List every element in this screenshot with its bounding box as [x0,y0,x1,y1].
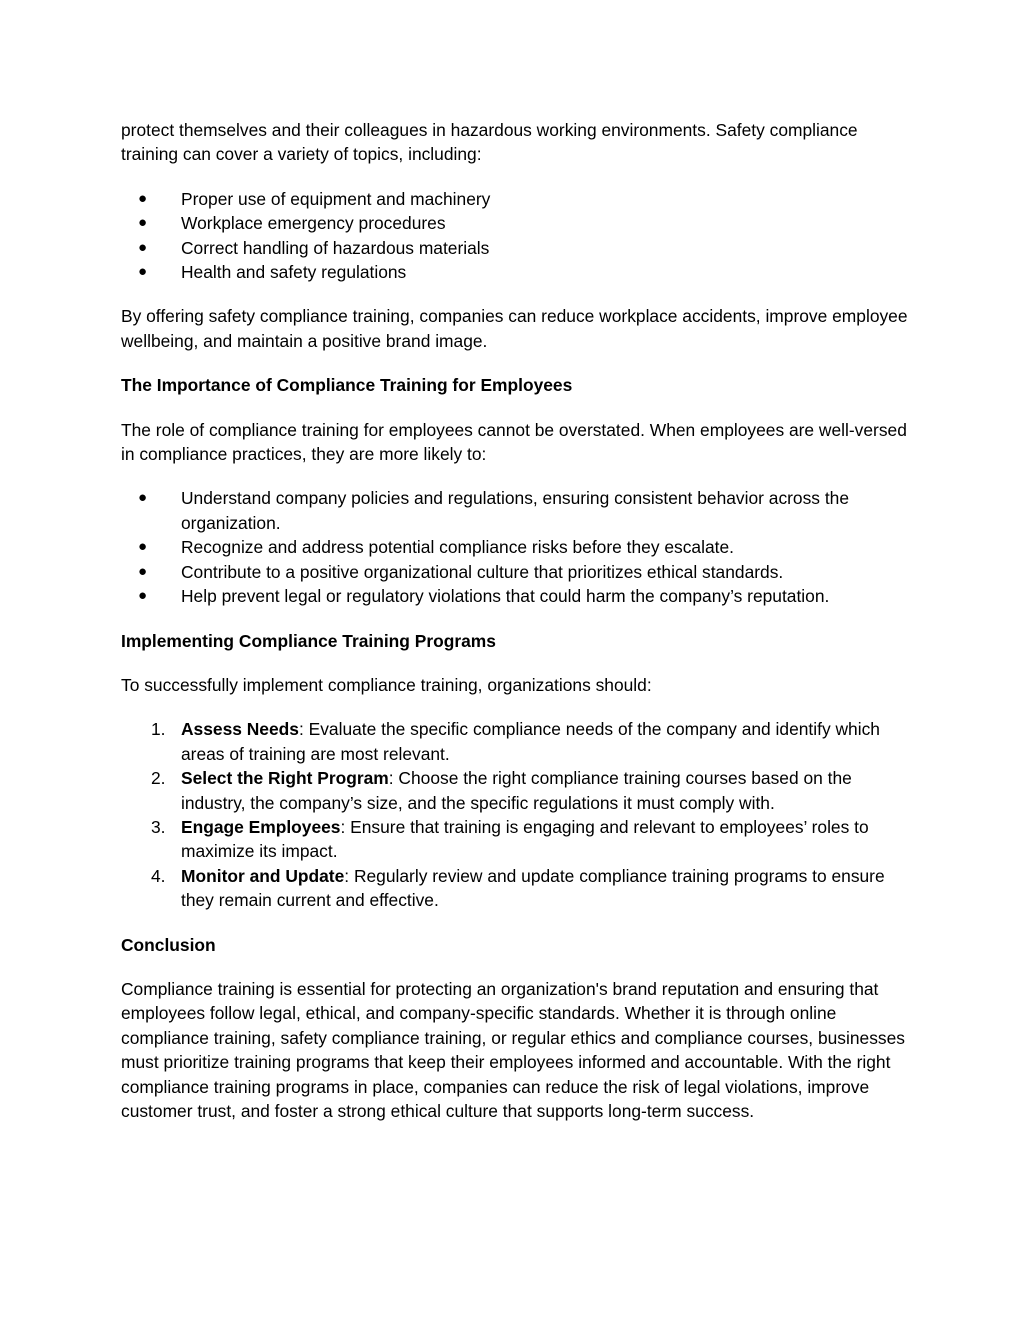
bullet-marker: ● [138,263,148,281]
list-item-text: Contribute to a positive organizational culture that prioritizes ethical standards. [181,561,784,582]
bullet-marker: ● [138,538,148,556]
list-item [121,486,911,535]
list-item-text: Workplace emergency procedures [181,213,446,234]
conclusion-heading: Conclusion [121,934,216,955]
bullet-marker: ● [138,562,148,580]
list-item [121,864,911,913]
step-term: Select the Right Program [181,768,389,789]
bullet-marker: ● [138,489,148,507]
step-text: : Choose the right compliance training courses based on the industry, the company’s size, and the specific regulations it must comply with. [181,768,852,813]
importance-list [121,486,911,608]
step-text: : Regularly review and update compliance training programs to ensure they remain current and effective. [181,865,885,911]
bullet-marker: ● [138,214,148,232]
list-item [121,260,911,284]
step-number: 2. [151,768,166,789]
safety-topics-list [121,187,911,285]
step-number: 1. [151,719,166,740]
step-term: Engage Employees [181,816,341,837]
importance-intro-paragraph: The role of compliance training for employees cannot be overstated. When employees are well-versed in compliance practices, they are more likely to: [121,419,907,465]
list-item-text: Health and safety regulations [181,262,407,283]
list-item [121,560,911,584]
list-item-text: Understand company policies and regulations, ensuring consistent behavior across the organization. [181,488,849,533]
step-text: : Ensure that training is engaging and relevant to employees’ roles to maximize its impact. [181,816,869,862]
list-item [121,584,911,608]
list-item-text: Proper use of equipment and machinery [181,188,491,209]
implementing-intro-paragraph: To successfully implement compliance training, organizations should: [121,674,652,695]
safety-summary-paragraph: By offering safety compliance training, companies can reduce workplace accidents, improve employee wellbeing, and maintain a positive brand image. [121,306,908,351]
step-term: Monitor and Update [181,865,345,886]
bullet-marker: ● [138,587,148,605]
list-item [121,535,911,559]
list-item [121,815,911,864]
step-number: 3. [151,816,166,837]
list-item-text: Recognize and address potential compliance risks before they escalate. [181,537,734,558]
importance-heading: The Importance of Compliance Training for Employees [121,375,573,396]
step-number: 4. [151,865,166,886]
intro-paragraph: protect themselves and their colleagues in hazardous working environments. Safety compliance training can cover a variety of topics, including: [121,120,858,165]
list-item [121,717,911,766]
document-page [121,118,911,1143]
bullet-marker: ● [138,238,148,256]
list-item-text: Help prevent legal or regulatory violations that could harm the company’s reputation. [181,586,830,607]
bullet-marker: ● [138,189,148,207]
implementing-heading: Implementing Compliance Training Programs [121,630,496,651]
list-item [121,236,911,260]
list-item [121,187,911,211]
list-item [121,766,911,815]
conclusion-paragraph: Compliance training is essential for protecting an organization's brand reputation and ensuring that employees follow legal, ethical, and company-specific standards. Whether it is through online compliance training, safety compliance training, or regular ethics and compliance courses, businesses must prioritize training programs that keep their employees informed and accountable. With the right compliance training programs in place, companies can reduce the risk of legal violations, improve customer trust, and foster a strong ethical culture that supports long-term success. [121,978,905,1121]
list-item-text: Correct handling of hazardous materials [181,237,490,258]
list-item [121,211,911,235]
step-text: : Evaluate the specific compliance needs of the company and identify which areas of training are most relevant. [181,719,880,764]
implementation-steps-list [121,717,911,912]
step-term: Assess Needs [181,719,299,740]
